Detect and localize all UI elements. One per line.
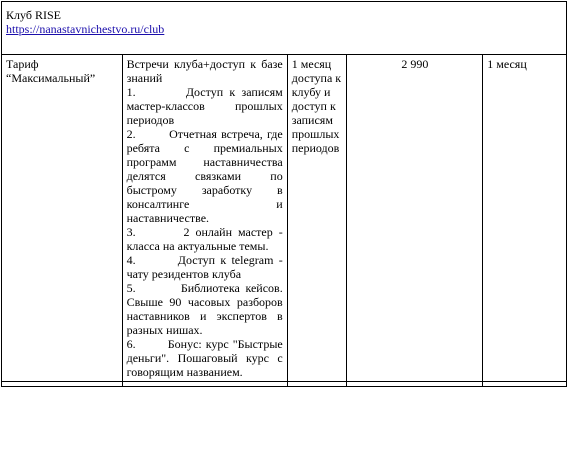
club-link[interactable]: https://nanastavnichestvo.ru/club [6,22,165,36]
tariff-name-cell: Тариф “Максимальный” [2,55,123,382]
description-item: 1. Доступ к записям мастер-классов прошлых периодов [126,85,283,127]
tariff-table [1,1,567,387]
description-cell [122,55,287,382]
table-row [2,55,567,382]
club-header-cell [2,2,567,55]
description-item: 6. Бонус: курс "Быстрые деньги". Пошаговый курс с говорящим названием. [126,337,283,379]
access-cell: 1 месяц доступа к клубу и доступ к записям прошлых периодов [287,55,347,382]
table-header-row [2,2,567,55]
description-item: 2. Отчетная встреча, где ребята с премиальных программ наставничества делятся связками по быстрому заработку в консалтинге и наставничестве. [126,127,283,225]
description-item: 4. Доступ к telegram - чату резидентов клуба [126,253,283,281]
description-item: 5. Библиотека кейсов. Свыше 90 часовых разборов наставников и экспертов в разных нишах. [126,281,283,337]
period-cell: 1 месяц [483,55,567,382]
next-row-stub [2,382,567,387]
description-item: 3. 2 онлайн мастер - класса на актуальные темы. [126,225,283,253]
club-title: Клуб RISE [6,8,61,22]
document-page [1,1,569,387]
price-cell: 2 990 [347,55,483,382]
description-intro: Встречи клуба+доступ к базе знаний [126,57,283,85]
